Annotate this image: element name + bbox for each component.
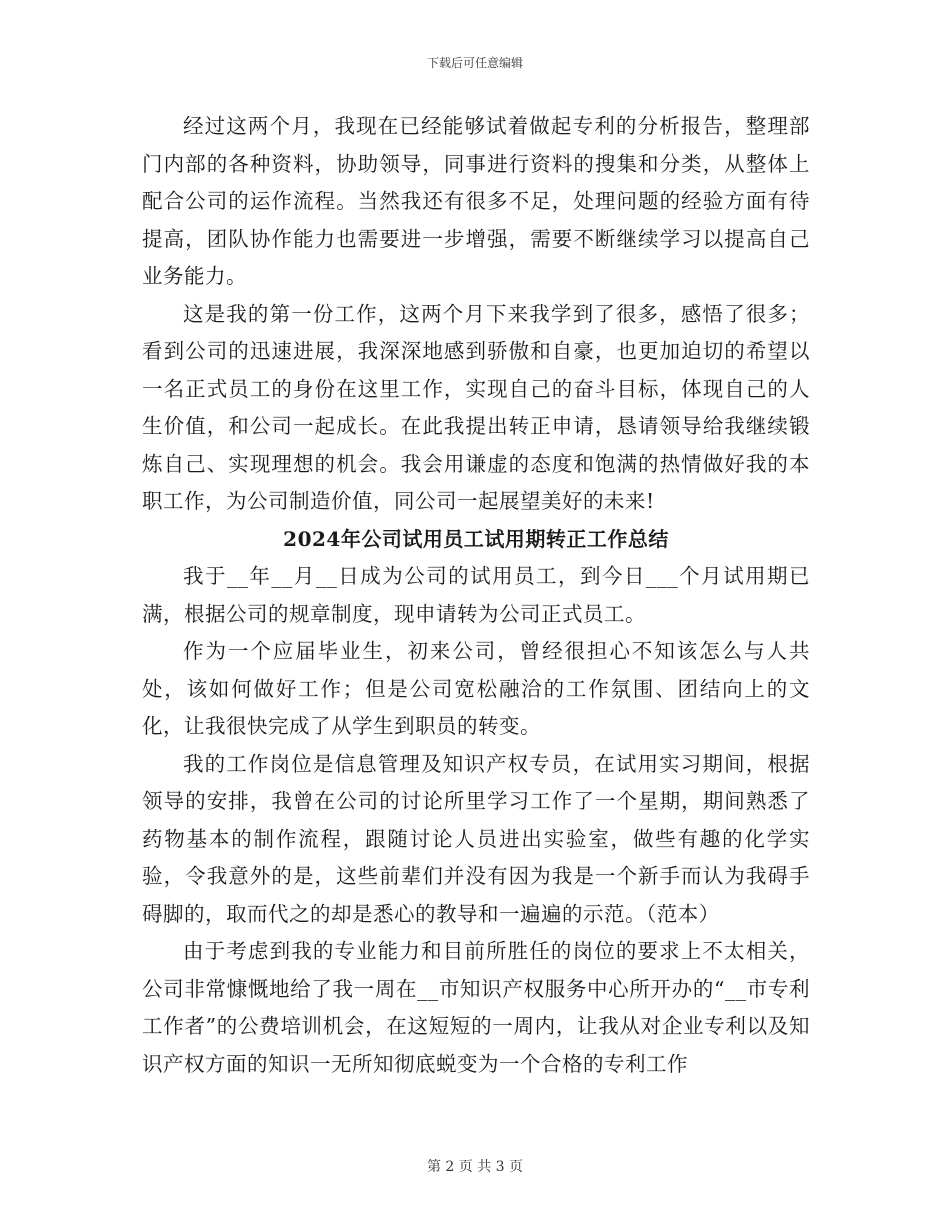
paragraph: 我的工作岗位是信息管理及知识产权专员，在试用实习期间，根据领导的安排，我曾在公司的讨论所里学习工作了一个星期，期间熟悉了药物基本的制作流程，跟随讨论人员进出实验室，做些有趣的化学实验，令我意外的是，这些前辈们并没有因为我是一个新手而认为我碍手碍脚的，取而代之的却是悉心的教导和一遍遍的示范。（范本）	[142, 751, 810, 926]
page-header: 下载后可任意编辑	[426, 56, 523, 70]
paragraph: 我于__年__月__日成为公司的试用员工，到今日___个月试用期已满，根据公司的规章制度，现申请转为公司正式员工。	[142, 564, 810, 626]
document-body	[142, 108, 810, 1083]
paragraph: 作为一个应届毕业生，初来公司，曾经很担心不知该怎么与人共处，该如何做好工作；但是公司宽松融洽的工作氛围、团结向上的文化，让我很快完成了从学生到职员的转变。	[142, 639, 810, 738]
paragraph: 经过这两个月，我现在已经能够试着做起专利的分析报告，整理部门内部的各种资料，协助领导，同事进行资料的搜集和分类，从整体上配合公司的运作流程。当然我还有很多不足，处理问题的经验方面有待提高，团队协作能力也需要进一步增强，需要不断继续学习以提高自己业务能力。	[142, 114, 810, 288]
document-title: 2024年公司试用员工试用期转正工作总结	[283, 526, 669, 551]
paragraph: 这是我的第一份工作，这两个月下来我学到了很多，感悟了很多；看到公司的迅速进展，我深深地感到骄傲和自豪，也更加迫切的希望以一名正式员工的身份在这里工作，实现自己的奋斗目标，体现自己的人生价值，和公司一起成长。在此我提出转正申请，恳请领导给我继续锻炼自己、实现理想的机会。我会用谦虚的态度和饱满的热情做好我的本职工作，为公司制造价值，同公司一起展望美好的未来!	[142, 301, 810, 513]
page-footer: 第 2 页 共 3 页	[426, 1159, 524, 1175]
paragraph: 由于考虑到我的专业能力和目前所胜任的岗位的要求上不太相关，公司非常慷慨地给了我一周在__市知识产权服务中心所开办的“__市专利工作者”的公费培训机会，在这短短的一周内，让我从对企业专利以及知识产权方面的知识一无所知彻底蜕变为一个合格的专利工作	[142, 939, 810, 1076]
